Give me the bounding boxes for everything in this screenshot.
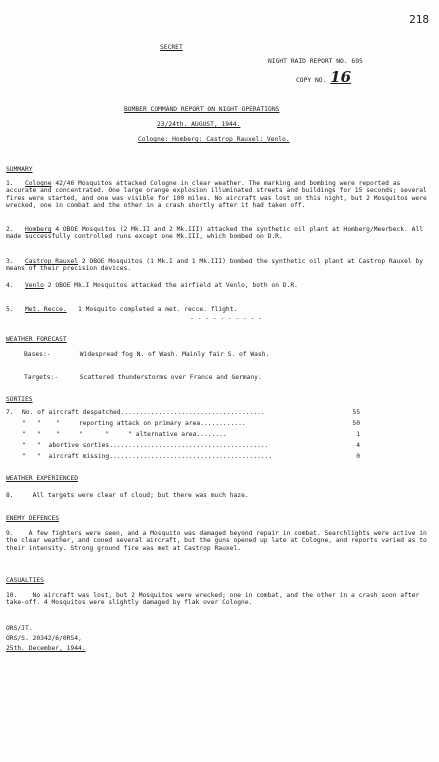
sortie-label: " " aircraft missing <box>22 453 110 460</box>
weather-forecast-heading: WEATHER FORECAST <box>6 336 67 343</box>
sortie-leader-dots: ............ <box>200 420 246 427</box>
sortie-row <box>22 409 360 416</box>
paragraph-text: No aircraft was lost, but 2 Mosquitos were wrecked; one in combat, and the other in a crash soon after take-off. 4 Mosquitos were slightly damaged by flak over Cologne. <box>6 592 420 607</box>
paragraph-text: A few fighters were seen, and a Mosquito was damaged beyond repair in combat. Searchlights were active in the clear weather, and coned several aircraft, but the guns opened up late at Cologne, and reports varied as to their intensity. Strong ground fire was met at Castrop Rauxel. <box>6 530 427 552</box>
casualties-paragraph <box>6 592 433 607</box>
summary-item-text: 1 Mosquito completed a met. recce. flight. <box>78 306 238 313</box>
forecast-targets-label: Targets:- <box>24 374 59 381</box>
summary-item-number: 1. <box>6 180 14 187</box>
forecast-bases-row <box>24 351 269 358</box>
forecast-targets-text: Scattered thunderstorms over France and Germany. <box>79 374 262 381</box>
sortie-row <box>22 431 360 438</box>
forecast-bases-label: Bases:- <box>24 351 51 358</box>
summary-item-target: Venlo <box>24 282 44 289</box>
sortie-label: " " " " " " alternative area <box>22 431 197 438</box>
weather-experienced-paragraph <box>6 492 249 499</box>
weather-experienced-heading: WEATHER EXPERIENCED <box>6 475 79 482</box>
sorties-number: 7. <box>6 409 14 416</box>
sortie-value: 4 <box>356 442 360 449</box>
sortie-row <box>22 442 360 449</box>
summary-item-number: 2. <box>6 226 14 233</box>
summary-item-target: Met. Recce. <box>24 306 67 313</box>
summary-item <box>6 226 433 241</box>
footer-date: 25th. December, 1944. <box>6 645 86 652</box>
summary-item-number: 5. <box>6 306 14 313</box>
report-targets: Cologne: Homberg: Castrop Rauxel: Venlo. <box>138 136 290 143</box>
classification-marking: SECRET <box>160 44 183 51</box>
page-number: 218 <box>409 13 429 26</box>
report-number: NIGHT RAID REPORT NO. 695 <box>268 58 363 65</box>
sorties-heading: SORTIES <box>6 396 33 403</box>
summary-item-text: 2 OBOE Mosquitos (1 Mk.I and 1 Mk.III) bombed the synthetic oil plant at Castrop Rauxel by means of their precision devices. <box>6 258 424 273</box>
enemy-defences-paragraph <box>6 530 433 552</box>
summary-item <box>6 258 433 273</box>
sortie-leader-dots: ...................................... <box>120 409 265 416</box>
summary-item-target: Cologne <box>24 180 52 187</box>
copy-prefix: COPY NO. <box>296 77 327 84</box>
sortie-value: 50 <box>352 420 360 427</box>
report-title: BOMBER COMMAND REPORT ON NIGHT OPERATIONS <box>124 106 280 113</box>
footer-file-reference: ORS/S. 20342/6/0RS4, <box>6 635 82 642</box>
summary-heading: SUMMARY <box>6 166 33 173</box>
copy-number: 16 <box>330 68 352 86</box>
footer-initials: ORS/JT. <box>6 625 33 632</box>
copy-line <box>296 69 351 87</box>
paragraph-text: All targets were clear of cloud; but there was much haze. <box>32 492 249 499</box>
sortie-label: " " abortive sorties <box>22 442 110 449</box>
forecast-bases-text: Widespread fog N. of Wash. Mainly fair S. of Wash. <box>79 351 270 358</box>
sortie-leader-dots: ........................................... <box>109 453 273 460</box>
summary-item <box>6 282 433 289</box>
enemy-defences-heading: ENEMY DEFENCES <box>6 515 60 522</box>
summary-item-target: Castrop Rauxel <box>24 258 79 265</box>
sortie-leader-dots: .......................................... <box>109 442 269 449</box>
summary-item <box>6 306 433 313</box>
sortie-label: " " " reporting attack on primary area <box>22 420 201 427</box>
summary-item-target: Homberg <box>24 226 52 233</box>
sortie-leader-dots: ........ <box>196 431 227 438</box>
sortie-value: 55 <box>352 409 360 416</box>
summary-item-number: 3. <box>6 258 14 265</box>
summary-item <box>6 180 433 210</box>
section-divider: - - - - - - - - - - <box>190 315 263 322</box>
summary-item-number: 4. <box>6 282 14 289</box>
report-date: 23/24th. AUGUST, 1944. <box>157 121 241 128</box>
sortie-row <box>22 420 360 427</box>
sortie-value: 0 <box>356 453 360 460</box>
paragraph-number: 10. <box>6 592 18 599</box>
paragraph-number: 9. <box>6 530 14 537</box>
forecast-targets-row <box>24 374 262 381</box>
sortie-row <box>22 453 360 460</box>
summary-item-text: 2 OBOE Mk.I Mosquitos attacked the airfield at Venlo, both on D.R. <box>47 282 298 289</box>
casualties-heading: CASUALTIES <box>6 577 44 584</box>
summary-item-text: 4 OBOE Mosquitos (2 Mk.II and 2 Mk.III) attacked the synthetic oil plant at Homberg/Meerbeck. All made successfully controlled runs except one Mk.III, which bombed on D.R. <box>6 226 424 241</box>
sortie-value: 1 <box>356 431 360 438</box>
paragraph-number: 8. <box>6 492 14 499</box>
sortie-label: No. of aircraft despatched <box>22 409 121 416</box>
summary-item-text: 42/46 Mosquitos attacked Cologne in clear weather. The marking and bombing were reported as accurate and concentrated. One large orange explosion illuminated streets and buildings for 15 seconds; several fires were started, and one was visible for 100 miles. No aircraft was lost on this night, but 2 Mosquitos were wrecked, one in combat and the other in a crash shortly after it had taken off. <box>6 180 427 210</box>
